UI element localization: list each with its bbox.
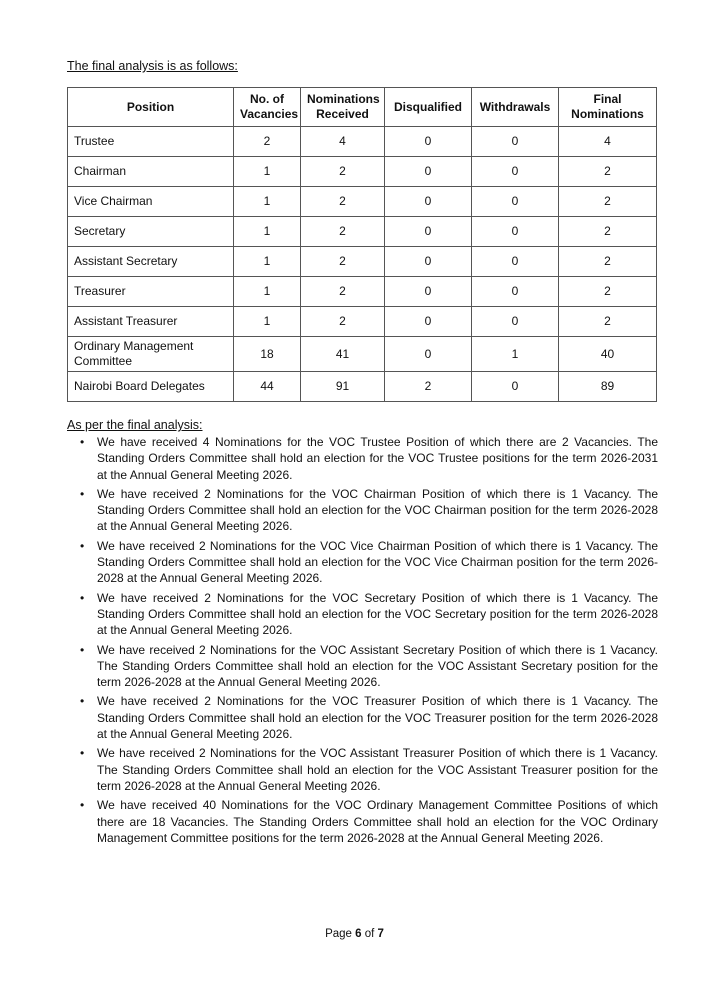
list-item: • We have received 2 Nominations for the VOC Chairman Position of which there is 1 Vacancy. The Standing Orders Committee shall hold an election for the VOC Chairman position for the term 2026-2028 at the Annual General Meeting 2026. xyxy=(80,486,658,534)
header-vacancies: No. of Vacancies xyxy=(234,88,301,127)
cell-disqualified: 0 xyxy=(385,277,472,307)
table-row xyxy=(68,187,657,217)
bullet-icon: • xyxy=(80,435,85,449)
cell-withdrawals: 0 xyxy=(472,127,559,157)
cell-withdrawals: 0 xyxy=(472,187,559,217)
final-analysis-table xyxy=(67,87,657,402)
cell-disqualified: 0 xyxy=(385,337,472,372)
cell-position: Nairobi Board Delegates xyxy=(68,372,234,402)
cell-withdrawals: 0 xyxy=(472,217,559,247)
table-row xyxy=(68,127,657,157)
cell-vacancies: 44 xyxy=(234,372,301,402)
page-word: Page xyxy=(325,928,352,940)
nomination-summary-list xyxy=(67,434,658,849)
bullet-icon: • xyxy=(80,486,85,501)
cell-position: Trustee xyxy=(68,127,234,157)
header-position: Position xyxy=(68,88,234,127)
table-row xyxy=(68,217,657,247)
cell-disqualified: 0 xyxy=(385,187,472,217)
table-row xyxy=(68,307,657,337)
cell-nominations: 91 xyxy=(301,372,385,402)
cell-final: 2 xyxy=(559,277,657,307)
cell-nominations: 2 xyxy=(301,217,385,247)
cell-withdrawals: 0 xyxy=(472,277,559,307)
table-row xyxy=(68,372,657,402)
cell-final: 40 xyxy=(559,337,657,372)
current-page: 6 xyxy=(355,928,362,940)
cell-withdrawals: 0 xyxy=(472,372,559,402)
list-item: • We have received 2 Nominations for the VOC Assistant Secretary Position of which there is 1 Vacancy. The Standing Orders Committee shall hold an election for the VOC Assistant Secretary position for the term 2026-2028 at the Annual General Meeting 2026. xyxy=(80,642,658,690)
cell-final: 2 xyxy=(559,247,657,277)
cell-nominations: 41 xyxy=(301,337,385,372)
list-item: • We have received 40 Nominations for the VOC Ordinary Management Committee Positions of which there are 18 Vacancies. The Standing Orders Committee shall hold an election for the VOC Ordinary Management Committee positions for the term 2026-2028 at the Annual General Meeting 2026. xyxy=(80,798,658,845)
cell-disqualified: 0 xyxy=(385,247,472,277)
cell-position: Assistant Treasurer xyxy=(68,307,234,337)
cell-position: Vice Chairman xyxy=(68,187,234,217)
cell-final: 89 xyxy=(559,372,657,402)
cell-position: Assistant Secretary xyxy=(68,247,234,277)
bullet-icon: • xyxy=(80,746,85,761)
header-withdrawals: Withdrawals xyxy=(472,88,559,127)
cell-withdrawals: 1 xyxy=(472,337,559,372)
cell-final: 2 xyxy=(559,217,657,247)
cell-final: 2 xyxy=(559,157,657,187)
cell-final: 4 xyxy=(559,127,657,157)
list-item: • We have received 4 Nominations for the VOC Trustee Position of which there are 2 Vacancies. The Standing Orders Committee shall hold an election for the VOC Trustee positions for the term 2026-2031 at the Annual General Meeting 2026. xyxy=(80,435,658,482)
table-row xyxy=(68,157,657,187)
table-header-row xyxy=(68,88,657,127)
table-row xyxy=(68,247,657,277)
cell-disqualified: 0 xyxy=(385,157,472,187)
cell-withdrawals: 0 xyxy=(472,307,559,337)
cell-disqualified: 0 xyxy=(385,127,472,157)
bullet-icon: • xyxy=(80,798,85,813)
of-word: of xyxy=(364,928,375,940)
cell-vacancies: 1 xyxy=(234,187,301,217)
cell-position: Ordinary Management Committee xyxy=(68,337,234,372)
cell-nominations: 2 xyxy=(301,277,385,307)
list-item: • We have received 2 Nominations for the VOC Secretary Position of which there is 1 Vacancy. The Standing Orders Committee shall hold an election for the VOC Secretary position for the term 2026-2028 at the Annual General Meeting 2026. xyxy=(80,590,658,638)
list-item: • We have received 2 Nominations for the VOC Treasurer Position of which there is 1 Vacancy. The Standing Orders Committee shall hold an election for the VOC Treasurer position for the term 2026-2028 at the Annual General Meeting 2026. xyxy=(80,694,658,742)
bullet-icon: • xyxy=(80,694,85,709)
cell-vacancies: 1 xyxy=(234,307,301,337)
header-disqualified: Disqualified xyxy=(385,88,472,127)
cell-nominations: 2 xyxy=(301,307,385,337)
cell-vacancies: 1 xyxy=(234,277,301,307)
page-number-footer xyxy=(0,928,709,940)
table-row xyxy=(68,337,657,372)
cell-vacancies: 1 xyxy=(234,247,301,277)
bullet-icon: • xyxy=(80,538,85,553)
cell-withdrawals: 0 xyxy=(472,247,559,277)
cell-final: 2 xyxy=(559,307,657,337)
cell-vacancies: 18 xyxy=(234,337,301,372)
final-analysis-subheading: As per the final analysis: xyxy=(67,418,203,432)
bullet-icon: • xyxy=(80,642,85,657)
bullet-icon: • xyxy=(80,590,85,605)
cell-final: 2 xyxy=(559,187,657,217)
cell-disqualified: 0 xyxy=(385,307,472,337)
cell-vacancies: 2 xyxy=(234,127,301,157)
cell-position: Secretary xyxy=(68,217,234,247)
total-pages: 7 xyxy=(377,928,384,940)
cell-position: Chairman xyxy=(68,157,234,187)
cell-disqualified: 2 xyxy=(385,372,472,402)
list-item: • We have received 2 Nominations for the VOC Assistant Treasurer Position of which there is 1 Vacancy. The Standing Orders Committee shall hold an election for the VOC Assistant Treasurer position for the term 2026-2028 at the Annual General Meeting 2026. xyxy=(80,746,658,793)
cell-vacancies: 1 xyxy=(234,157,301,187)
cell-nominations: 2 xyxy=(301,247,385,277)
section-heading: The final analysis is as follows: xyxy=(67,59,238,73)
cell-nominations: 2 xyxy=(301,157,385,187)
header-final-nominations: Final Nominations xyxy=(559,88,657,127)
cell-nominations: 2 xyxy=(301,187,385,217)
table-row xyxy=(68,277,657,307)
cell-vacancies: 1 xyxy=(234,217,301,247)
list-item: • We have received 2 Nominations for the VOC Vice Chairman Position of which there is 1 Vacancy. The Standing Orders Committee shall hold an election for the VOC Vice Chairman position for the term 2026-2028 at the Annual General Meeting 2026. xyxy=(80,538,658,586)
cell-withdrawals: 0 xyxy=(472,157,559,187)
cell-disqualified: 0 xyxy=(385,217,472,247)
cell-nominations: 4 xyxy=(301,127,385,157)
header-nominations-received: Nominations Received xyxy=(301,88,385,127)
cell-position: Treasurer xyxy=(68,277,234,307)
